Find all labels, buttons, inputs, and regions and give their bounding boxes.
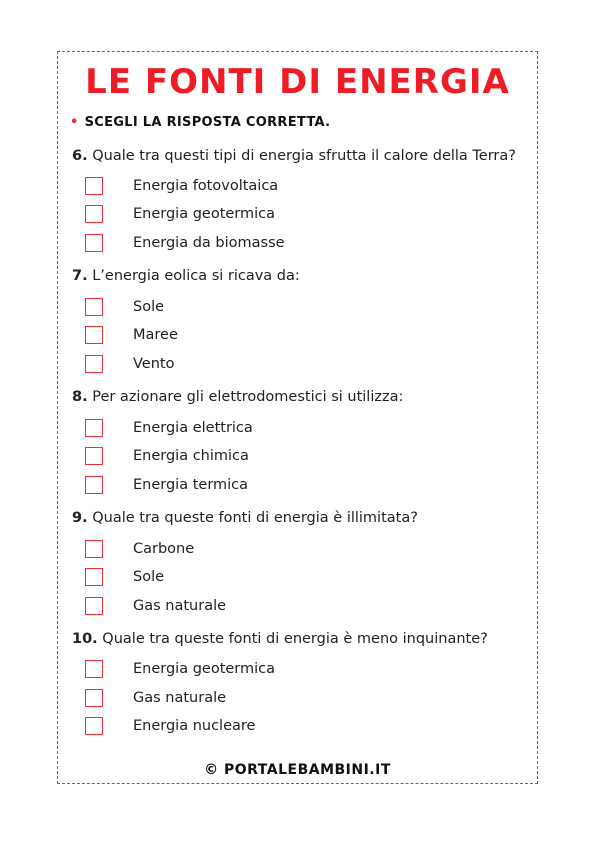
answer-checkbox[interactable] bbox=[85, 717, 103, 735]
question-text: Per azionare gli elettrodomestici si utilizza: bbox=[92, 389, 404, 405]
page-title: LE FONTI DI ENERGIA bbox=[85, 62, 510, 102]
answer-label: Energia geotermica bbox=[133, 206, 276, 222]
question-text: L’energia eolica si ricava da: bbox=[92, 268, 300, 284]
answer-label: Energia geotermica bbox=[133, 661, 276, 677]
question-text: Quale tra queste fonti di energia è meno inquinante? bbox=[102, 631, 488, 647]
answer-label: Energia da biomasse bbox=[133, 235, 285, 251]
answer-label: Maree bbox=[133, 327, 178, 343]
answer-checkbox[interactable] bbox=[85, 597, 103, 615]
question-text: Quale tra queste fonti di energia è illimitata? bbox=[92, 510, 418, 526]
answer-label: Vento bbox=[133, 356, 175, 372]
answer-checkbox[interactable] bbox=[85, 447, 103, 465]
bullet-icon: • bbox=[70, 115, 79, 130]
question-number: 7. bbox=[72, 268, 88, 284]
answer-checkbox[interactable] bbox=[85, 660, 103, 678]
answer-label: Energia fotovoltaica bbox=[133, 178, 279, 194]
answer-checkbox[interactable] bbox=[85, 298, 103, 316]
question-8 bbox=[72, 389, 403, 405]
answer-checkbox[interactable] bbox=[85, 177, 103, 195]
answer-checkbox[interactable] bbox=[85, 540, 103, 558]
answer-label: Energia elettrica bbox=[133, 420, 253, 436]
answer-label: Energia chimica bbox=[133, 448, 249, 464]
answer-label: Gas naturale bbox=[133, 598, 227, 614]
answer-checkbox[interactable] bbox=[85, 419, 103, 437]
question-7 bbox=[72, 268, 300, 284]
question-number: 6. bbox=[72, 148, 88, 164]
answer-checkbox[interactable] bbox=[85, 205, 103, 223]
answer-checkbox[interactable] bbox=[85, 234, 103, 252]
question-10 bbox=[72, 631, 488, 647]
question-9 bbox=[72, 510, 418, 526]
answer-checkbox[interactable] bbox=[85, 568, 103, 586]
question-number: 8. bbox=[72, 389, 88, 405]
answer-checkbox[interactable] bbox=[85, 326, 103, 344]
question-number: 9. bbox=[72, 510, 88, 526]
answer-label: Carbone bbox=[133, 541, 195, 557]
answer-label: Energia nucleare bbox=[133, 718, 256, 734]
answer-label: Energia termica bbox=[133, 477, 249, 493]
question-number: 10. bbox=[72, 631, 98, 647]
answer-checkbox[interactable] bbox=[85, 476, 103, 494]
copyright-footer: © PORTALEBAMBINI.IT bbox=[204, 762, 391, 778]
instruction-text: SCEGLI LA RISPOSTA CORRETTA. bbox=[84, 115, 331, 130]
question-6 bbox=[72, 148, 516, 164]
answer-label: Sole bbox=[133, 299, 165, 315]
answer-label: Sole bbox=[133, 569, 165, 585]
answer-checkbox[interactable] bbox=[85, 355, 103, 373]
answer-label: Gas naturale bbox=[133, 690, 227, 706]
question-text: Quale tra questi tipi di energia sfrutta il calore della Terra? bbox=[92, 148, 516, 164]
answer-checkbox[interactable] bbox=[85, 689, 103, 707]
instruction bbox=[70, 115, 330, 130]
